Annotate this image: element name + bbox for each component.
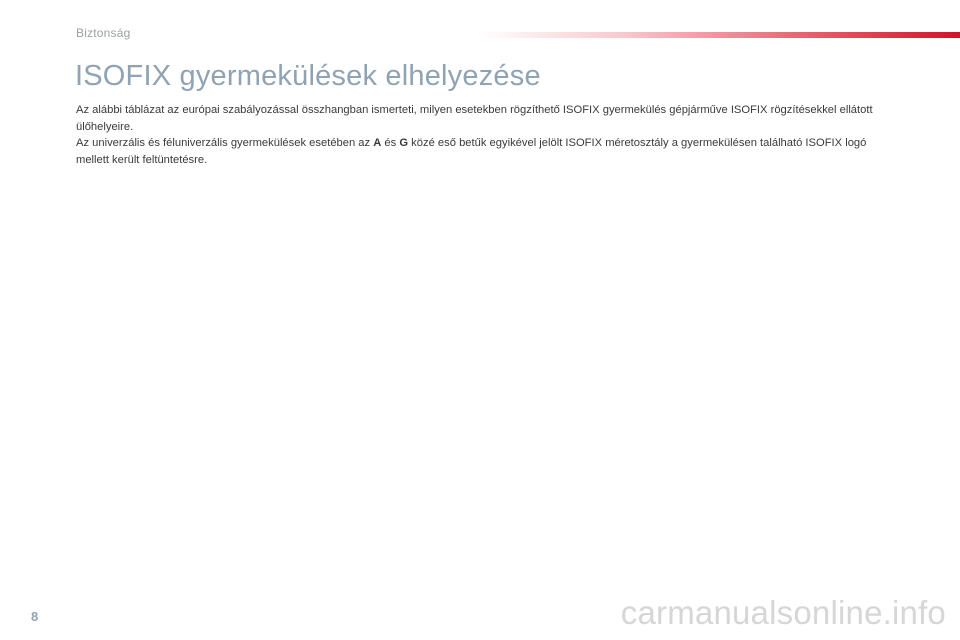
paragraph-size-class [76, 135, 886, 168]
paragraph-intro: Az alábbi táblázat az európai szabályozással összhangban ismerteti, milyen esetekben rögzíthető ISOFIX gyermekülés gépjárműve ISOFIX rögzítésekkel ellátott ülőhelyeire. [76, 104, 873, 133]
page-number: 8 [31, 609, 39, 624]
section-label: Biztonság [76, 26, 131, 40]
class-letter-g: G [399, 137, 409, 150]
paragraph-text-part: és [381, 137, 400, 150]
header-accent-bar [478, 32, 960, 38]
class-letter-a: A [373, 137, 382, 150]
paragraph-text-part: közé eső betűk egyikével jelölt ISOFIX méretosztály a gyermekülésen található ISOFIX logó mellett került feltüntetésre. [76, 137, 867, 166]
body-text [76, 102, 886, 168]
paragraph-text-part: Az univerzális és féluniverzális gyermekülések esetében az [76, 137, 374, 150]
watermark: carmanualsonline.info [620, 594, 946, 631]
page-title: ISOFIX gyermekülések elhelyezése [75, 60, 541, 92]
